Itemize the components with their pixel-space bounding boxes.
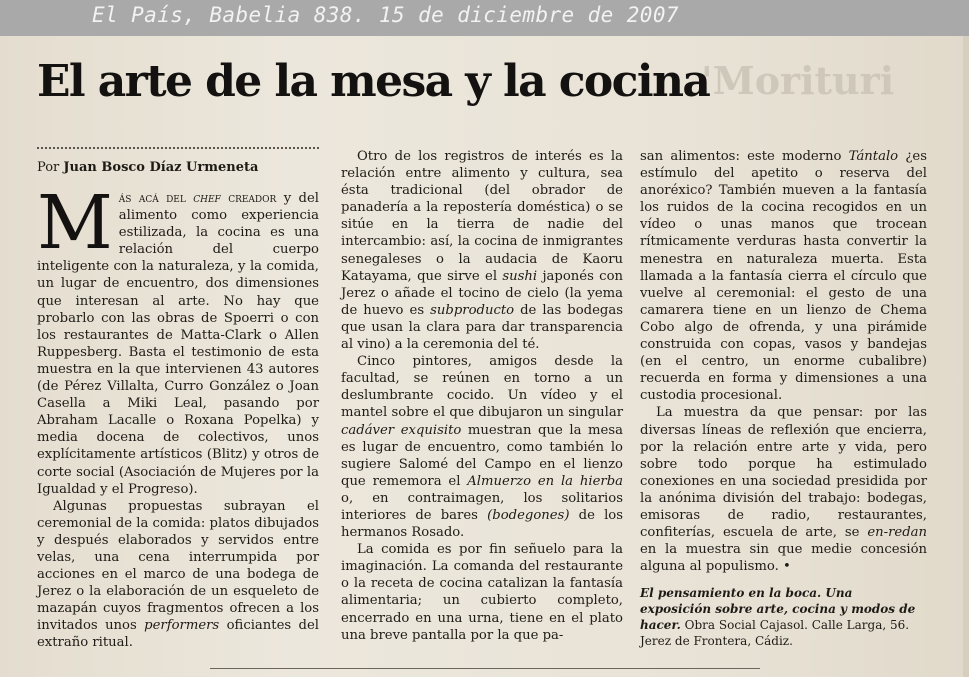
title-divider xyxy=(37,147,319,149)
paragraph-6: san alimentos: este moderno Tántalo ¿es estímulo del apetito o reserva del anoréxico? También mueven a la fantasía los ruidos de la cocina recogidos en un vídeo o unas manos que trocean rítmicamente verduras hasta convertir la menestra en naturaleza muerta. Esta llamada a la fantasía cierra el círculo que vuelve al ceremonial: el gesto de una camarera tiene en un lienzo de Chema Cobo algo de ofrenda, y una pirámide construida con copas, vasos y bandejas (en el centro, un enorme cubalibre) recuerda en forma y dimensiones a una custodia procesional. xyxy=(640,149,927,404)
paragraph-4: Cinco pintores, amigos desde la facultad, se reúnen en torno a un deslumbrante cocido. Un vídeo y el mantel sobre el que dibujaron un singular cadáver exquisito muestran que la mesa es lugar de encuentro, como también lo sugiere Salomé del Campo en el lienzo que rememora el Almuerzo en la hierba o, en contraimagen, los solitarios interiores de bares (bodegones) de los hermanos Rosado. xyxy=(341,354,624,541)
paragraph-7: La muestra da que pensar: por las diversas líneas de reflexión que encierra, por la relación entre arte y vida, pero sobre todo porque ha estimulado conexiones en una sociedad presidida por la anónima división del trabajo: bodegas, emisoras de radio, restaurantes, confiterías, escuela de arte, se en-redan en la muestra sin que medie concesión alguna al populismo. • xyxy=(640,405,927,575)
paragraph-3: Otro de los registros de interés es la relación entre alimento y cultura, sea ésta tradicional (del obrador de panadería a la repostería doméstica) o se sitúe en la tierra de nadie del intercambio: así, la cocina de inmigrantes senegaleses o la audacia de Kaoru Katayama, que sirve el sushi japonés con Jerez o añade el tocino de cielo (la yema de huevo es subproducto de las bodegas que usan la clara para dar transparencia al vino) a la ceremonia del té. xyxy=(341,149,623,353)
source-banner-text: El País, Babelia 838. 15 de diciembre de 2007 xyxy=(92,3,679,27)
exhibition-credits xyxy=(640,585,927,649)
paragraph-2: Algunas propuestas subrayan el ceremonial de la comida: platos dibujados y después elaborados y servidos entre velas, una cena interrumpida por acciones en el marco de una bodega de Jerez o la elaboración de un esqueleto de mazapán cuyos fragmentos ofrecen a los invitados unos performers oficiantes del extraño ritual. xyxy=(37,498,319,651)
end-mark: • xyxy=(778,559,791,575)
column-3 xyxy=(640,148,927,649)
byline-author: Juan Bosco Díaz Urmeneta xyxy=(63,160,259,175)
byline-prefix: Por xyxy=(37,160,60,175)
byline xyxy=(37,160,258,175)
exhibition-venue: Obra Social Cajasol. Calle Larga, 56. Jerez de Frontera, Cádiz. xyxy=(640,618,910,649)
column-1 xyxy=(37,180,319,652)
bottom-rule xyxy=(210,668,760,669)
exhibition-title: El pensamiento en la boca. Una exposición sobre arte, cocina y modos de hacer. xyxy=(640,586,916,633)
paragraph-1: Más acá del chef creador y del alimento como experiencia estilizada, la cocina es una relación del cuerpo inteligente con la naturaleza, y la comida, un lugar de encuentro, dos dimensiones que interesan al arte. No hay que probarlo con las obras de Spoerri o con los restaurantes de Matta-Clark o Allen Ruppesberg. Basta el testimonio de esta muestra en la que intervienen 43 autores (de Pérez Villalta, Curro González o Joan Casella a Miki Leal, pasando por Abraham Lacalle o Roxana Popelka) y media docena de colectivos, unos explícitamente artísticos (Blitz) y otros de corte social (Asociación de Mujeres por la Igualdad y el Progreso). xyxy=(37,180,319,497)
source-banner xyxy=(0,0,969,36)
column-2 xyxy=(341,148,623,644)
paragraph-5: La comida es por fin señuelo para la imaginación. La comanda del restaurante o la receta de cocina catalizan la fantasía alimentaria; un cubierto completo, encerrado en una urna, tiene en el plato una breve pantalla por la que pa- xyxy=(341,542,623,643)
article-title: El arte de la mesa y la cocina xyxy=(37,56,710,107)
adjacent-article-heading: 'Morituri xyxy=(701,58,895,103)
page-edge xyxy=(963,36,969,677)
drop-cap: M xyxy=(37,180,113,266)
